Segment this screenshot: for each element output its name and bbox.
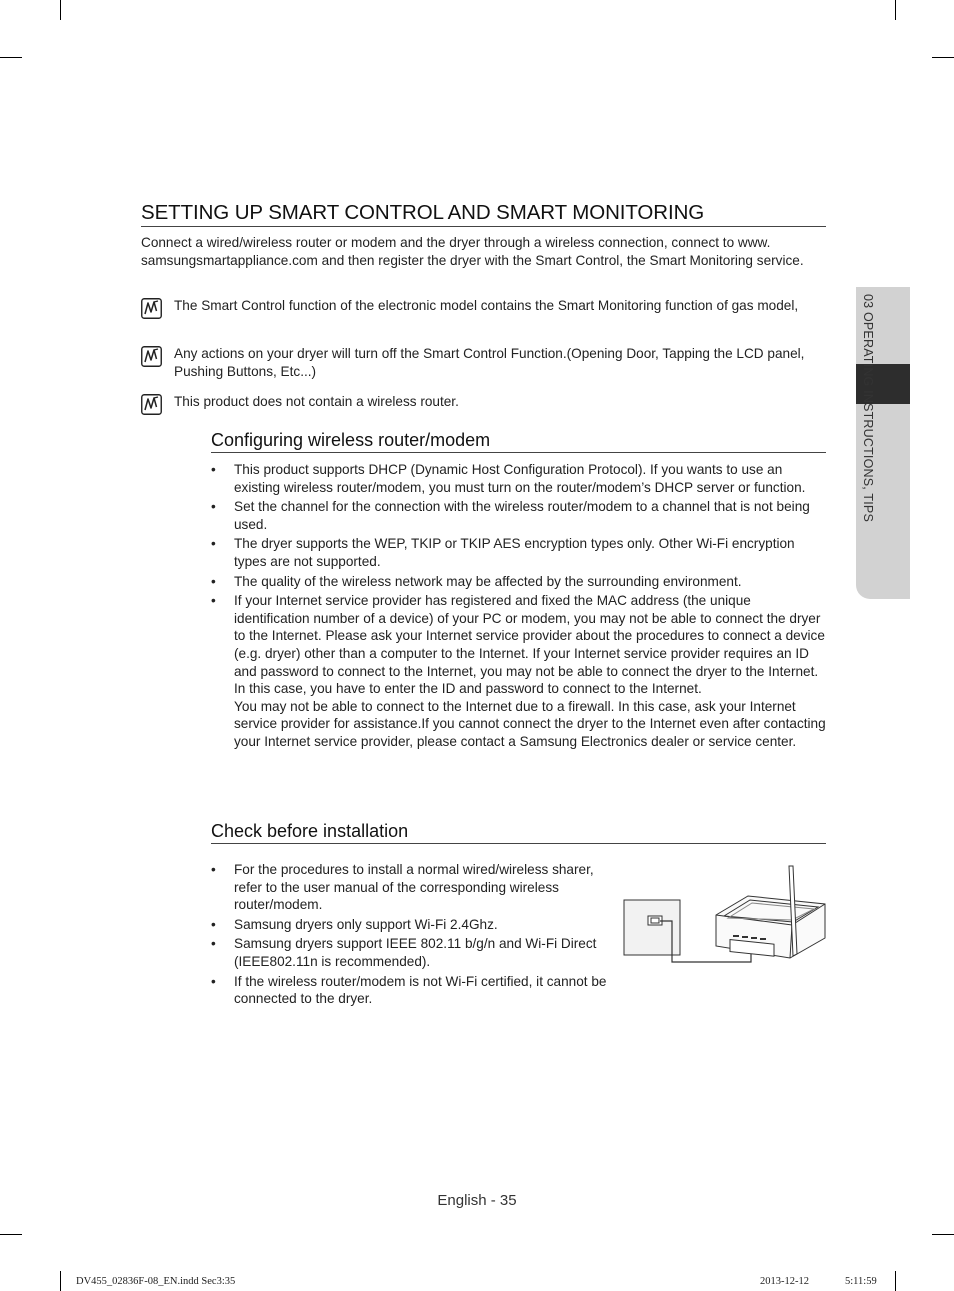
list-item-text: If the wireless router/modem is not Wi-Fi certified, it cannot be connected to the dryer.: [234, 973, 607, 1007]
intro-paragraph: Connect a wired/wireless router or modem and the dryer through a wireless connection, connect to www. samsungsmartappliance.com and then register the dryer with the Smart Control, the Smart Monitoring service.: [141, 235, 804, 268]
page-number: English - 35: [437, 1192, 517, 1209]
note-icon: [141, 394, 162, 415]
list-item: [211, 498, 826, 533]
configuring-list: [211, 461, 826, 753]
note-icon: [141, 298, 162, 319]
note-text: Any actions on your dryer will turn off the Smart Control Function.(Opening Door, Tapping the LCD panel, Pushing Buttons, Etc...): [174, 346, 805, 379]
crop-mark: [0, 1234, 22, 1235]
bullet: •: [211, 573, 216, 589]
list-item-text: Samsung dryers support IEEE 802.11 b/g/n and Wi-Fi Direct (IEEE802.11n is recommended).: [234, 936, 597, 969]
list-item: [211, 973, 613, 1008]
slug-time: 5:11:59: [845, 1276, 877, 1287]
crop-mark: [0, 57, 22, 58]
list-item-text: Set the channel for the connection with the wireless router/modem to a channel that is not being used.: [234, 499, 810, 532]
subheading-configuring: Configuring wireless router/modem: [211, 430, 826, 453]
list-item-continuation: You may not be able to connect to the Internet due to a firewall. In this case, ask your Internet service provider for assistance.If you cannot connect the dryer to the Internet even after contacting your Internet service provider, please contact a Samsung Electronics dealer or service center.: [234, 698, 826, 749]
list-item: [211, 535, 826, 570]
list-item-text: The dryer supports the WEP, TKIP or TKIP AES encryption types only. Other Wi-Fi encryption types are not supported.: [234, 536, 795, 569]
list-item-text: The quality of the wireless network may be affected by the surrounding environment.: [234, 573, 742, 589]
bullet: •: [211, 499, 216, 515]
list-item-text: This product supports DHCP (Dynamic Host Configuration Protocol). If you wants to use an existing wireless router/modem, you must turn on the router/modem’s DHCP server or function.: [234, 462, 806, 495]
list-item: [211, 573, 826, 591]
router-connection-illustration: [620, 860, 830, 965]
note: [141, 297, 826, 315]
crop-mark: [60, 1271, 61, 1291]
note: [141, 345, 826, 380]
list-item-text: Samsung dryers only support Wi-Fi 2.4Ghz.: [234, 916, 498, 932]
bullet: •: [211, 936, 216, 952]
bullet: •: [211, 462, 216, 477]
note: [141, 393, 826, 411]
bullet: •: [211, 916, 216, 932]
list-item-text: If your Internet service provider has registered and fixed the MAC address (the unique identification number of a device) of your PC or modem, you may not be able to connect the dryer to the Internet. Please ask your Internet service provider about the procedures to connect a device (e.g. dryer) other than a computer to the Internet. If your Internet service provider requires an ID and password to connect to the Internet, you may not be able to connect the dryer to the Internet. In this case, you have to enter the ID and password to connect to the Internet.: [234, 593, 825, 697]
section-title: SETTING UP SMART CONTROL AND SMART MONITORING: [141, 201, 826, 227]
list-item: [211, 916, 613, 934]
list-item: [211, 461, 826, 496]
slug-date: 2013-12-12: [760, 1276, 809, 1287]
list-item: [211, 861, 613, 914]
note-text: This product does not contain a wireless router.: [174, 394, 459, 409]
list-item: [211, 592, 826, 750]
crop-mark: [895, 1271, 896, 1291]
crop-mark: [932, 1234, 954, 1235]
bullet: •: [211, 973, 216, 989]
note-icon: [141, 346, 162, 367]
bullet: •: [211, 593, 216, 609]
list-item: [211, 935, 613, 970]
subheading-check: Check before installation: [211, 821, 826, 844]
check-list: [211, 861, 613, 1010]
bullet: •: [211, 536, 216, 552]
bullet: •: [211, 862, 216, 877]
section-tab-label: 03 OPERATING INSTRUCTIONS, TIPS: [861, 294, 875, 522]
note-text: The Smart Control function of the electronic model contains the Smart Monitoring function of gas model,: [174, 298, 799, 313]
slug-file: DV455_02836F-08_EN.indd Sec3:35: [76, 1276, 236, 1287]
crop-mark: [932, 57, 954, 58]
list-item-text: For the procedures to install a normal wired/wireless sharer, refer to the user manual of the corresponding wireless router/modem.: [234, 862, 594, 913]
crop-mark: [60, 0, 61, 20]
crop-mark: [895, 0, 896, 20]
